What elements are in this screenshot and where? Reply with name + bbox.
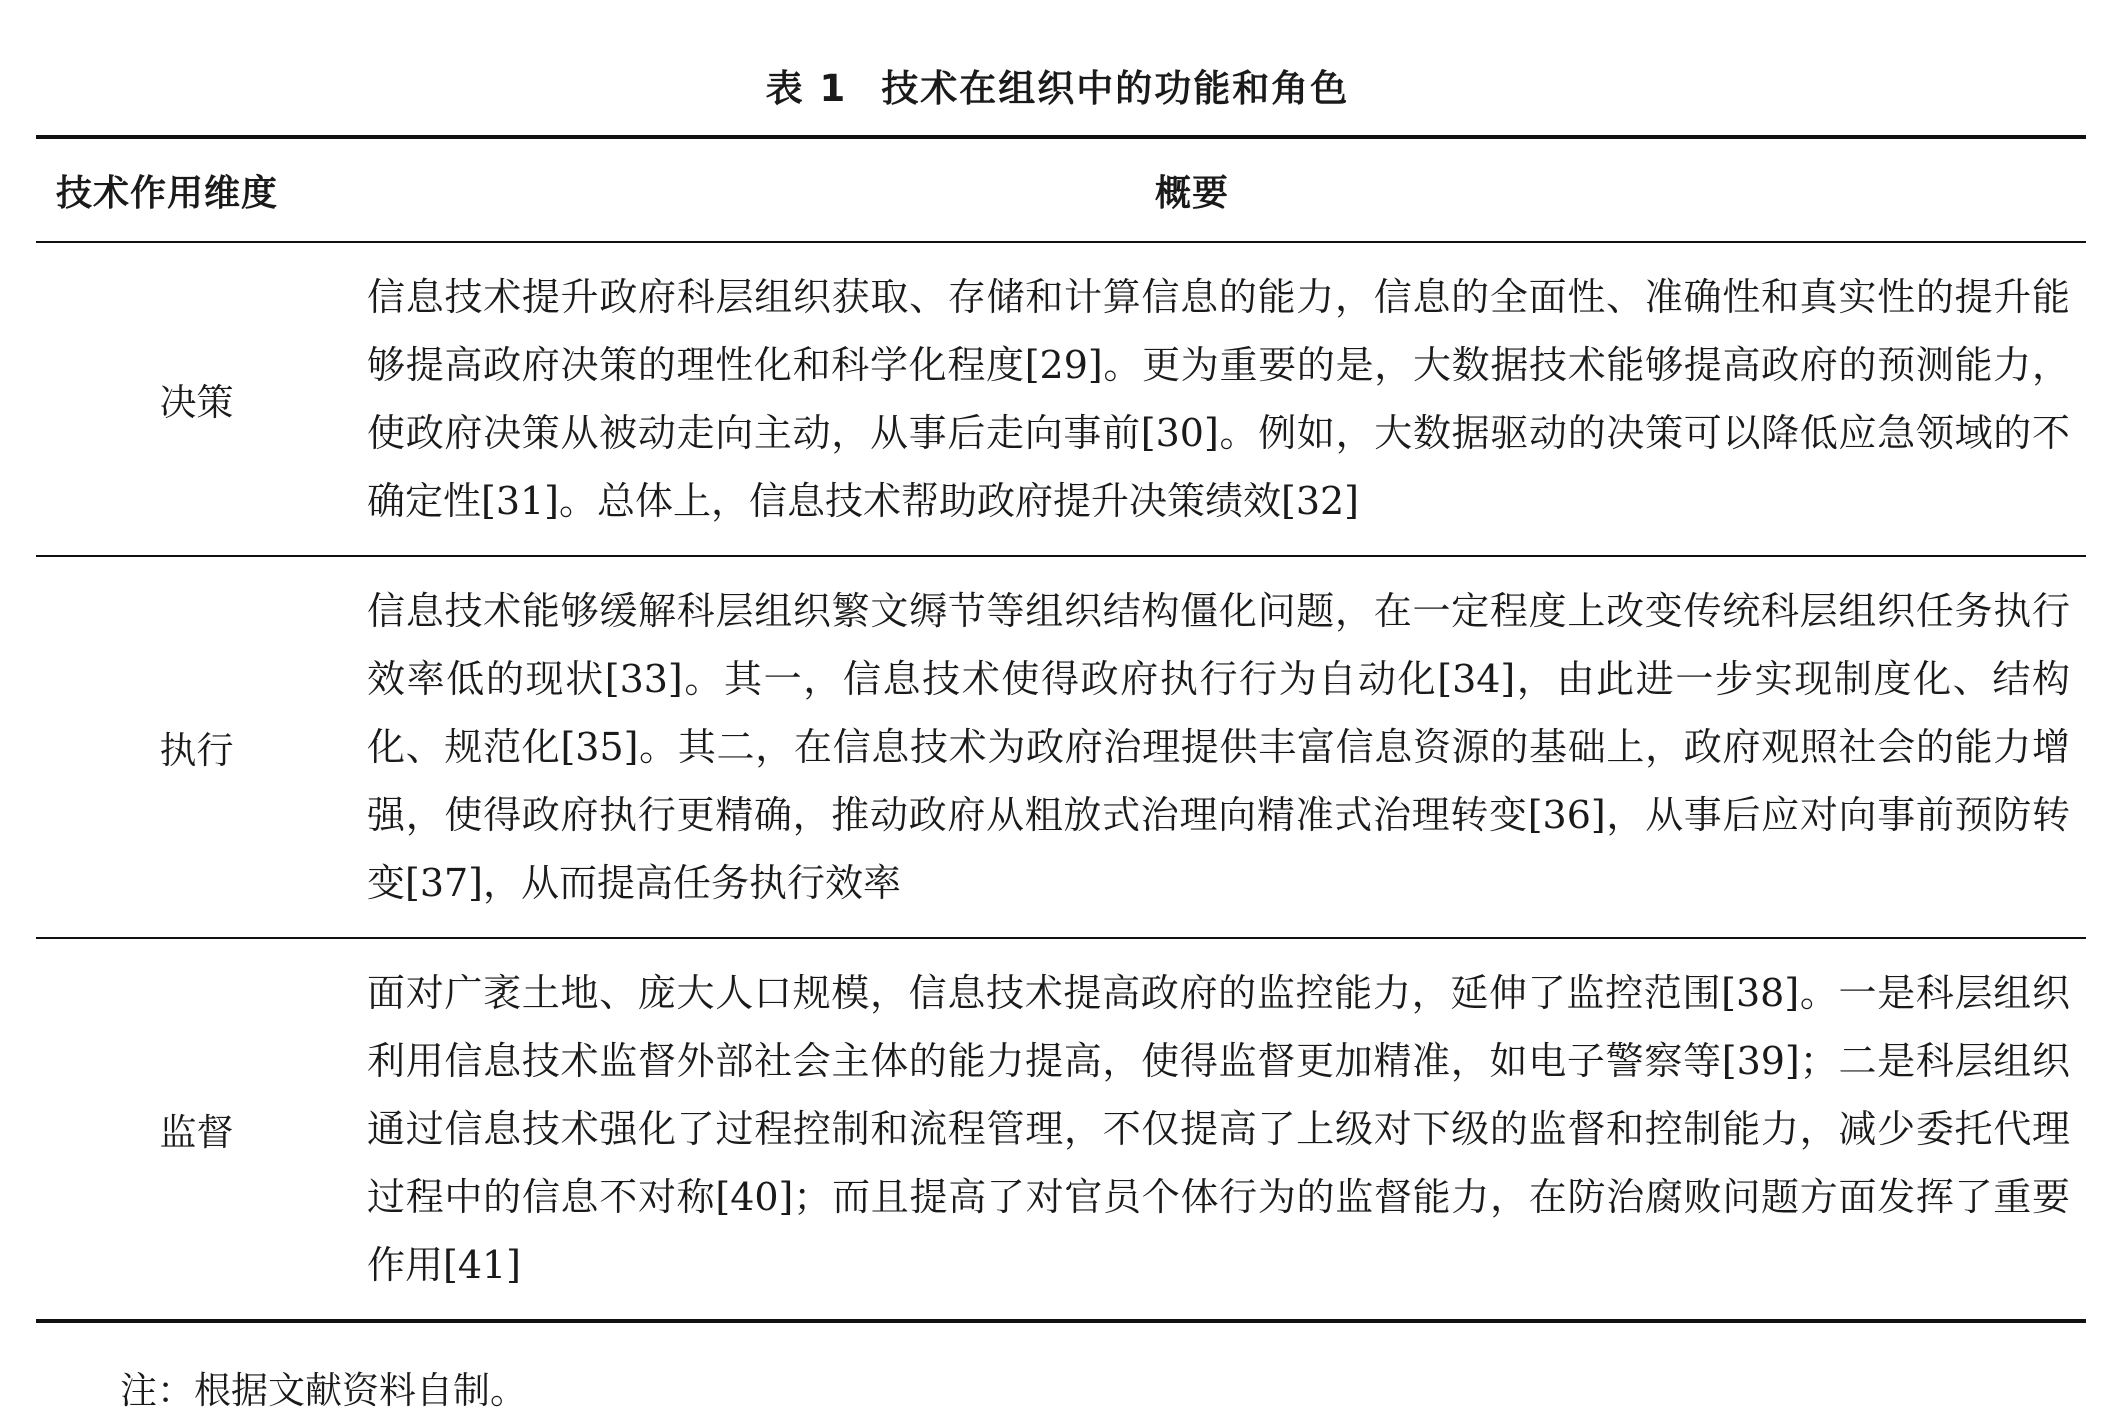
dimension-cell: 执行 [159, 728, 234, 772]
summary-cell: 信息技术能够缓解科层组织繁文缛节等组织结构僵化问题，在一定程度上改变传统科层组织任务执行效率低的现状[33]。其一，信息技术使得政府执行行为自动化[34]，由此进一步实现制度化、结构化、规范化[35]。其二，在信息技术为政府治理提供丰富信息资源的基础上，政府观照社会的能力增强，使得政府执行更精确，推动政府从粗放式治理向精准式治理转变[36]，从事后应对向事前预防转变[37]，从而提高任务执行效率 [367, 589, 2070, 905]
table-note: 注：根据文献资料自制。 [120, 1369, 527, 1412]
table-number: 表 1 [765, 67, 848, 110]
summary-cell: 信息技术提升政府科层组织获取、存储和计算信息的能力，信息的全面性、准确性和真实性的提升能够提高政府决策的理性化和科学化程度[29]。更为重要的是，大数据技术能够提高政府的预测能力，使政府决策从被动走向主动，从事后走向事前[30]。例如，大数据驱动的决策可以降低应急领域的不确定性[31]。总体上，信息技术帮助政府提升决策绩效[32] [367, 275, 2070, 523]
header-dimension: 技术作用维度 [56, 172, 279, 214]
table-header-row [36, 137, 2086, 242]
table-title-text: 技术在组织中的功能和角色 [881, 67, 1350, 110]
dimension-cell: 监督 [159, 1110, 234, 1154]
header-summary: 概要 [1154, 172, 1229, 214]
summary-cell: 面对广袤土地、庞大人口规模，信息技术提高政府的监控能力，延伸了监控范围[38]。一是科层组织利用信息技术监督外部社会主体的能力提高，使得监督更加精准，如电子警察等[39]；二是科层组织通过信息技术强化了过程控制和流程管理，不仅提高了上级对下级的监督和控制能力，减少委托代理过程中的信息不对称[40]；而且提高了对官员个体行为的监督能力，在防治腐败问题方面发挥了重要作用[41] [367, 971, 2070, 1287]
table-row-decision [36, 242, 2086, 556]
table-title [0, 58, 2115, 112]
table-row-execution [36, 556, 2086, 938]
table-row-supervision [36, 938, 2086, 1321]
functions-table [36, 135, 2086, 1323]
dimension-cell: 决策 [159, 380, 234, 424]
